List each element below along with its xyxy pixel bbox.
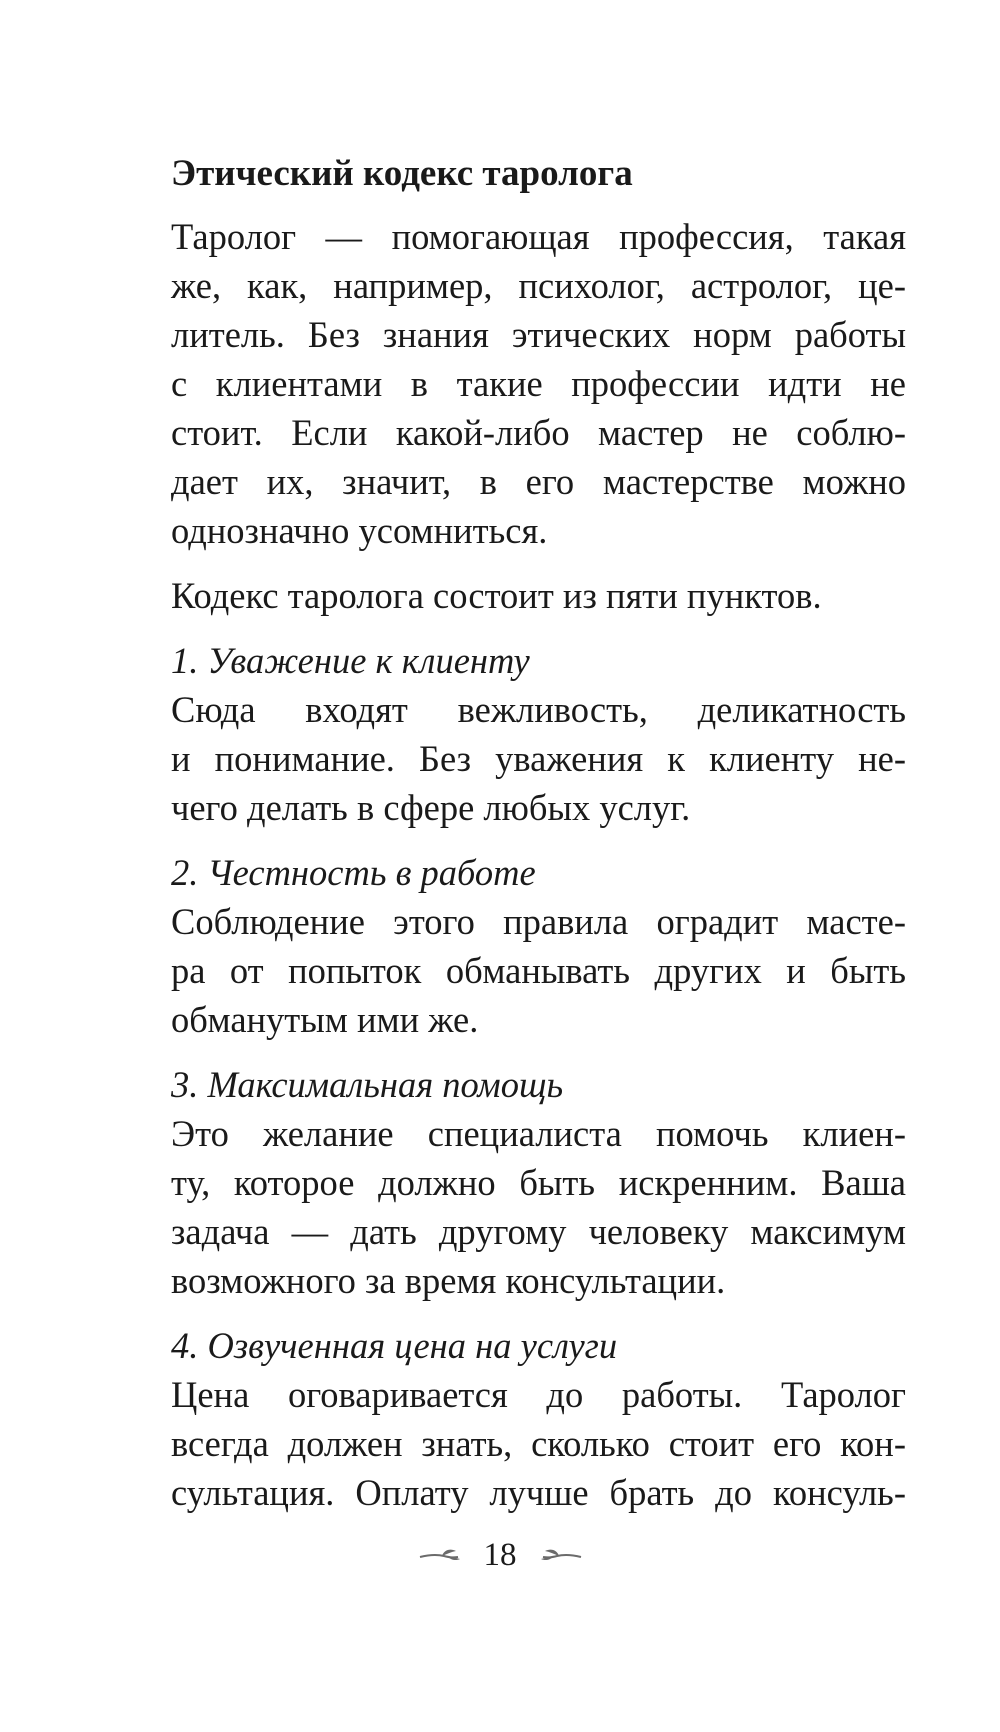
- paragraph-line: с клиентами в такие профессии идти не: [171, 363, 906, 404]
- paragraph-line: же, как, например, психолог, астролог, це-: [171, 265, 906, 306]
- paragraph-line: чего делать в сфере любых услуг.: [171, 787, 691, 828]
- item-title: 2. Честность в работе: [171, 852, 536, 893]
- paragraph-line: Цена оговаривается до работы. Таролог: [171, 1374, 906, 1415]
- paragraph-line: Таролог — помогающая профессия, такая: [171, 216, 906, 257]
- right-ornament-icon: [539, 1546, 583, 1564]
- paragraph-line: литель. Без знания этических норм работы: [171, 314, 906, 355]
- paragraph-line: Кодекс таролога состоит из пяти пунктов.: [171, 575, 822, 616]
- paragraph-line: стоит. Если какой-либо мастер не соблю-: [171, 412, 906, 453]
- paragraph-line: обманутым ими же.: [171, 999, 479, 1040]
- left-ornament-icon: [418, 1546, 462, 1564]
- page-content: [171, 150, 906, 1533]
- paragraph-line: Сюда входят вежливость, деликатность: [171, 689, 906, 730]
- paragraph-line: и понимание. Без уважения к клиенту не-: [171, 738, 906, 779]
- paragraph-line: всегда должен знать, сколько стоит его кон-: [171, 1423, 906, 1464]
- paragraph-line: Соблюдение этого правила оградит масте-: [171, 901, 906, 942]
- paragraph-line: задача — дать другому человеку максимум: [171, 1211, 906, 1252]
- page-number: 18: [483, 1537, 517, 1573]
- paragraph-line: однозначно усомниться.: [171, 510, 548, 551]
- paragraph-line: Это желание специалиста помочь клиен-: [171, 1113, 906, 1154]
- paragraph-line: ту, которое должно быть искренним. Ваша: [171, 1162, 906, 1203]
- paragraph-line: возможного за время консультации.: [171, 1260, 726, 1301]
- summary-paragraph: [171, 571, 906, 620]
- intro-paragraph: [171, 212, 906, 555]
- code-item-2: [171, 848, 906, 1044]
- paragraph-line: сультация. Оплату лучше брать до консуль-: [171, 1472, 906, 1513]
- item-title: 4. Озвученная цена на услуги: [171, 1325, 618, 1366]
- code-item-3: [171, 1060, 906, 1305]
- page-footer: [0, 1535, 1000, 1575]
- code-item-1: [171, 636, 906, 832]
- code-item-4: [171, 1321, 906, 1517]
- paragraph-line: ра от попыток обманывать других и быть: [171, 950, 906, 991]
- item-title: 3. Максимальная помощь: [171, 1064, 564, 1105]
- page-title: Этический кодекс таролога: [171, 153, 633, 194]
- item-title: 1. Уважение к клиенту: [171, 640, 530, 681]
- paragraph-line: дает их, значит, в его мастерстве можно: [171, 461, 906, 502]
